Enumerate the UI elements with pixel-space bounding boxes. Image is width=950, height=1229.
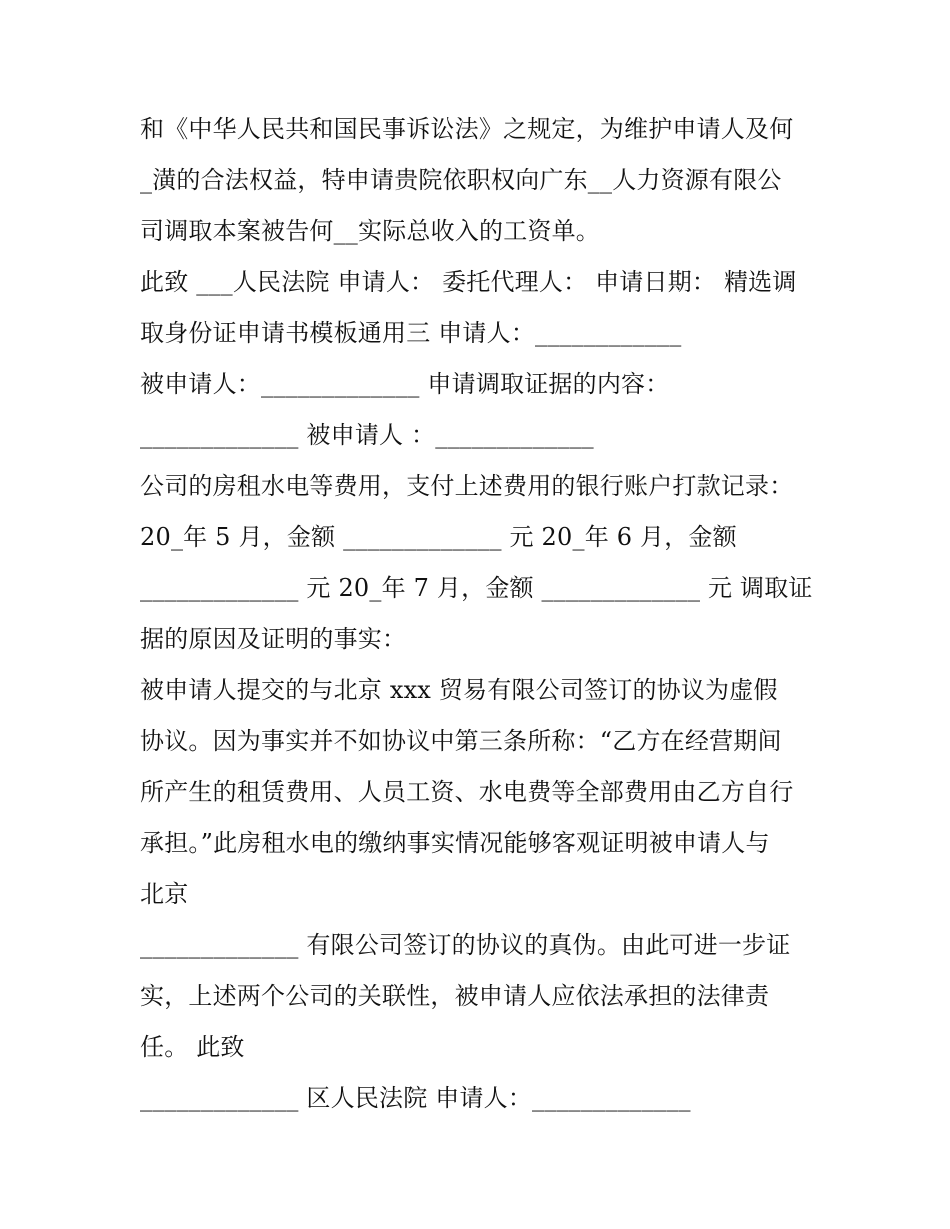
text-line-20: _____________ 区人民法院 申请人：_____________ — [140, 1084, 691, 1112]
text-line-13: 协议。因为事实并不如协议中第三条所称：“乙方在经营期间 — [140, 727, 782, 755]
text-line-9: 20_年 5 月，金额 _____________ 元 20_年 6 月，金额 — [140, 523, 737, 551]
text-line-7: _____________ 被申请人 ：_____________ — [140, 421, 594, 449]
text-line-4: 此致 ___人民法院 申请人： 委托代理人： 申请日期： 精选调 — [140, 268, 797, 296]
text-line-1: 和《中华人民共和国民事诉讼法》之规定，为维护申请人及何 — [140, 115, 794, 143]
text-line-17: _____________ 有限公司签订的协议的真伪。由此可进一步证 — [140, 931, 791, 959]
document-body — [140, 104, 830, 1124]
text-line-6: 被申请人：_____________ 申请调取证据的内容： — [140, 370, 670, 398]
text-line-15: 承担。”此房租水电的缴纳事实情况能够客观证明被申请人与 — [140, 829, 770, 857]
text-line-3: 司调取本案被告何__实际总收入的工资单。 — [140, 217, 600, 245]
text-line-12: 被申请人提交的与北京 xxx 贸易有限公司签订的协议为虚假 — [140, 676, 778, 704]
text-line-19: 任。 此致 — [140, 1033, 245, 1061]
text-line-5: 取身份证申请书模板通用三 申请人：____________ — [140, 319, 682, 347]
text-line-11: 据的原因及证明的事实： — [140, 625, 407, 653]
text-line-8: 公司的房租水电等费用，支付上述费用的银行账户打款记录： — [140, 472, 794, 500]
text-line-16: 北京 — [140, 880, 189, 908]
text-line-18: 实，上述两个公司的关联性，被申请人应依法承担的法律责 — [140, 982, 770, 1010]
text-line-14: 所产生的租赁费用、人员工资、水电费等全部费用由乙方自行 — [140, 778, 794, 806]
text-line-2: _潢的合法权益，特申请贵院依职权向广东__人力资源有限公 — [140, 166, 782, 194]
text-line-10: _____________ 元 20_年 7 月，金额 _____________ 元 调取证 — [140, 574, 813, 602]
